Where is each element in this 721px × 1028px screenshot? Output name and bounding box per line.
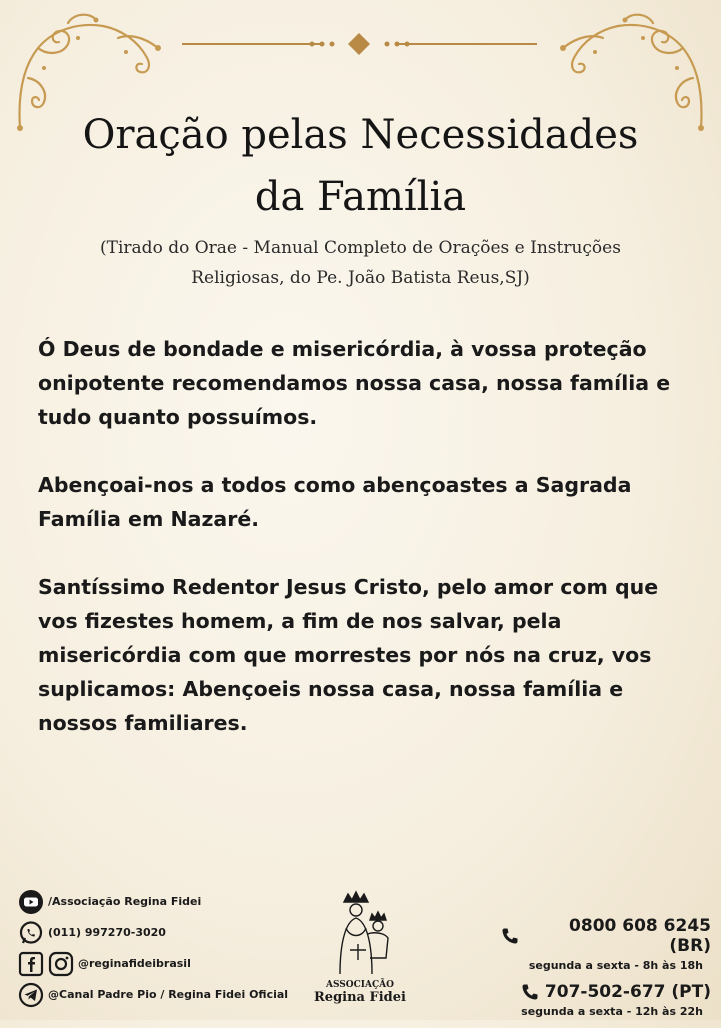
phone-icon [521, 983, 539, 1001]
youtube-icon [18, 889, 44, 915]
prayer-paragraph-3: Santíssimo Redentor Jesus Cristo, pelo amor com que vos fizestes homem, a fim de nos salvar, pela misericórdia com que morrestes por nós na cruz, vos suplicamos: Abençoeis nossa casa, nossa família e nossos familiares. [38, 575, 659, 735]
instagram-icon [48, 951, 74, 977]
top-divider-ornament-icon [182, 30, 537, 58]
page-title [40, 104, 681, 228]
title-line-2: da Família [254, 174, 467, 220]
phone-br-number: 0800 608 6245 (BR) [569, 916, 711, 956]
subtitle-line-1: (Tirado do Orae - Manual Completo de Orações e Instruções [100, 238, 621, 258]
hours-br: segunda a sexta - 8h às 18h [528, 959, 703, 972]
phone-pt[interactable] [501, 982, 711, 1002]
contact-info [501, 916, 711, 1028]
facebook-icon [18, 951, 44, 977]
hours-pt: segunda a sexta - 12h às 22h [521, 1005, 703, 1018]
prayer-body [38, 332, 678, 774]
association-logo [310, 888, 410, 1013]
telegram-channel: @Canal Padre Pio / Regina Fidei Oficial [48, 988, 289, 1001]
prayer-paragraph-1: Ó Deus de bondade e misericórdia, à vossa proteção onipotente recomendamos nossa casa, nossa família e tudo quanto possuímos. [38, 337, 671, 429]
subtitle-line-2: Religiosas, do Pe. João Batista Reus,SJ) [191, 268, 530, 288]
madonna-crown-icon [310, 888, 410, 980]
youtube-link[interactable] [18, 886, 308, 917]
whatsapp-number: (011) 997270-3020 [48, 926, 166, 939]
instagram-handle: @reginafideibrasil [78, 957, 191, 970]
whatsapp-link[interactable] [18, 917, 308, 948]
youtube-handle: /Associação Regina Fidei [48, 895, 202, 908]
social-links [18, 886, 308, 1010]
logo-line-1: ASSOCIAÇÃO [326, 980, 394, 990]
subtitle [60, 233, 661, 293]
telegram-icon [18, 982, 44, 1008]
whatsapp-icon [18, 920, 44, 946]
prayer-paragraph-2: Abençoai-nos a todos como abençoastes a Sagrada Família em Nazaré. [38, 473, 632, 531]
phone-pt-number: 707-502-677 (PT) [544, 982, 711, 1002]
instagram-facebook-link[interactable] [18, 948, 308, 979]
phone-br[interactable] [501, 916, 711, 956]
telegram-link[interactable] [18, 979, 308, 1010]
phone-icon [501, 927, 519, 945]
title-line-1: Oração pelas Necessidades [82, 112, 639, 158]
logo-line-2: Regina Fidei [314, 990, 406, 1005]
